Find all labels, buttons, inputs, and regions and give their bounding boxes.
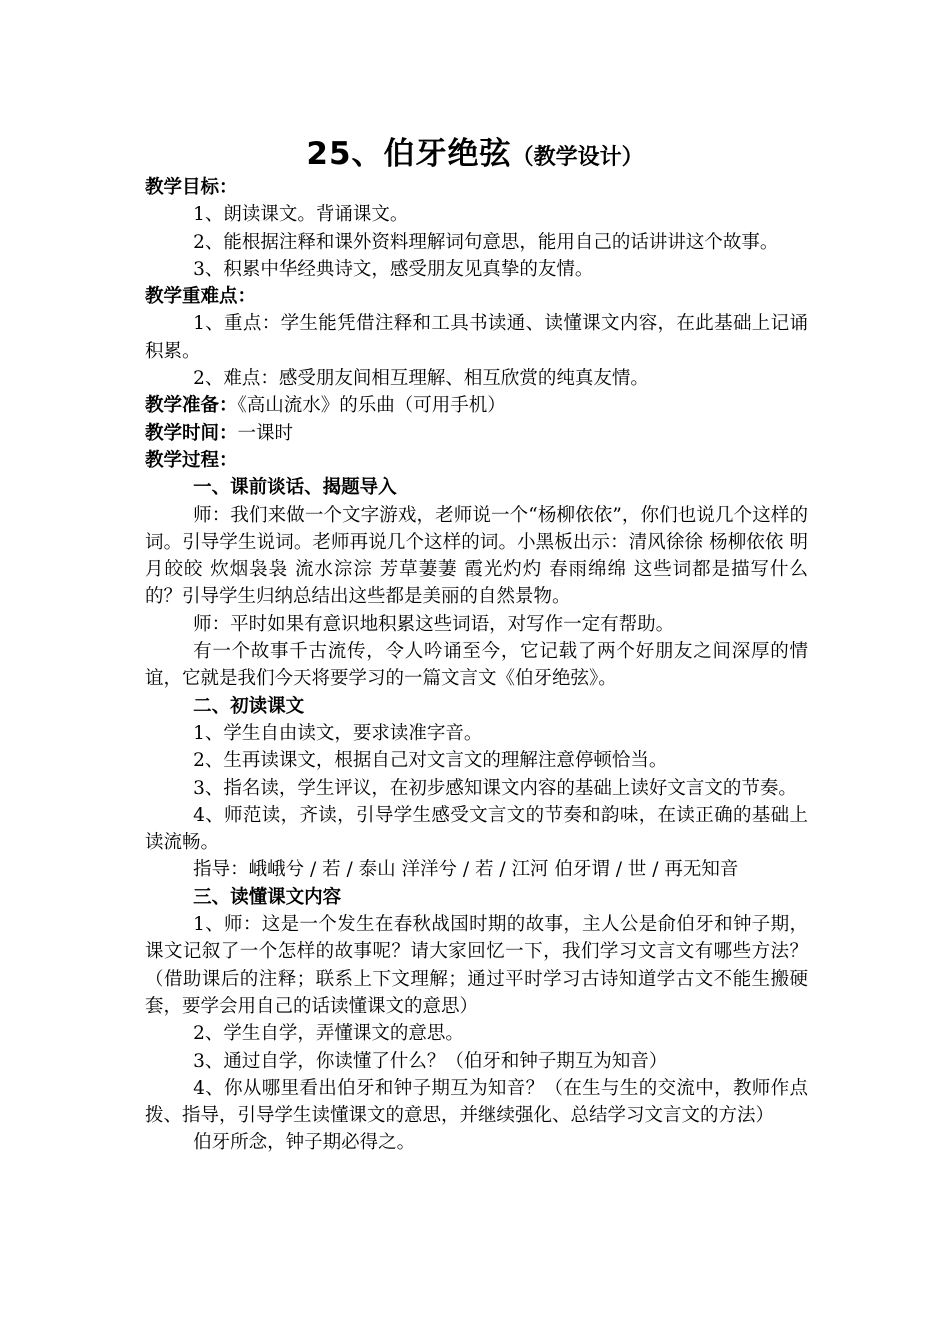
- key-point-item: 2、难点：感受朋友间相互理解、相互欣赏的纯真友情。: [193, 368, 649, 390]
- time-value: 一课时: [237, 422, 294, 444]
- title-main: 25、伯牙绝弦: [306, 136, 512, 172]
- goal-item: 2、能根据注释和课外资料理解词句意思，能用自己的话讲讲这个故事。: [193, 231, 779, 253]
- section-paragraph: 2、学生自学，弄懂课文的意思。: [193, 1023, 464, 1045]
- prep-value: 《高山流水》的乐曲（可用手机）: [237, 395, 506, 417]
- section-paragraph: 1、学生自由读文，要求读准字音。: [193, 722, 483, 744]
- section-paragraph: 3、通过自学，你读懂了什么？（伯牙和钟子期互为知音）: [193, 1050, 668, 1072]
- time-line: [145, 420, 808, 447]
- goals-heading: 教学目标：: [145, 177, 238, 198]
- section-paragraph: 伯牙所念，钟子期必得之。: [193, 1132, 416, 1154]
- section-paragraph: 指导：峨峨兮 / 若 / 泰山 洋洋兮 / 若 / 江河 伯牙谓 / 世 / 再无知音: [193, 859, 739, 881]
- section-title: 二、初读课文: [193, 695, 305, 717]
- prep-line: [145, 392, 808, 419]
- time-label: 教学时间：: [145, 422, 238, 444]
- title-sub: （教学设计）: [511, 145, 644, 170]
- goal-item: 3、积累中华经典诗文，感受朋友见真挚的友情。: [193, 258, 594, 280]
- section-title: 一、课前谈话、揭题导入: [193, 477, 397, 499]
- key-points-heading: 教学重难点：: [145, 286, 257, 308]
- section-paragraph: 3、指名读，学生评议，在初步感知课文内容的基础上读好文言文的节奏。: [193, 777, 797, 799]
- section-paragraph: 1、师：这是一个发生在春秋战国时期的故事，主人公是俞伯牙和钟子期，课文记叙了一个怎样的故事呢？请大家回忆一下，我们学习文言文有哪些方法？（借助课后的注释；联系上下文理解；通过平时学习古诗知道学古文不能生搬硬套，要学会用自己的话读懂课文的意思）: [145, 914, 808, 1017]
- document-body: [145, 174, 808, 1157]
- prep-label: 教学准备：: [145, 395, 238, 417]
- goal-item: 1、朗读课文。背诵课文。: [193, 204, 409, 226]
- section-paragraph: 2、生再读课文，根据自己对文言文的理解注意停顿恰当。: [193, 750, 668, 772]
- section-paragraph: 4、师范读，齐读，引导学生感受文言文的节奏和韵味，在读正确的基础上读流畅。: [145, 804, 808, 854]
- section-title: 三、读懂课文内容: [193, 886, 342, 908]
- section-paragraph: 有一个故事千古流传，令人吟诵至今，它记载了两个好朋友之间深厚的情谊，它就是我们今天将要学习的一篇文言文《伯牙绝弦》。: [145, 641, 808, 690]
- section-paragraph: 师：我们来做一个文字游戏，老师说一个“杨柳依依”，你们也说几个这样的词。引导学生说词。老师再说几个这样的词。小黑板出示：清风徐徐 杨柳依依 明月皎皎 炊烟袅袅 流水淙淙 芳草萋萋 霞光灼灼 春雨绵绵 这些词都是描写什么的？引导学生归纳总结出这些都是美丽的自然景物。: [145, 504, 808, 608]
- section-paragraph: 4、你从哪里看出伯牙和钟子期互为知音？（在生与生的交流中，教师作点拨、指导，引导学生读懂课文的意思，并继续强化、总结学习文言文的方法）: [145, 1077, 808, 1127]
- section-paragraph: 师：平时如果有意识地积累这些词语，对写作一定有帮助。: [193, 613, 675, 635]
- process-heading: 教学过程：: [145, 449, 238, 471]
- key-point-item: 1、重点：学生能凭借注释和工具书读通、读懂课文内容，在此基础上记诵积累。: [145, 313, 808, 362]
- page-title: [0, 128, 950, 173]
